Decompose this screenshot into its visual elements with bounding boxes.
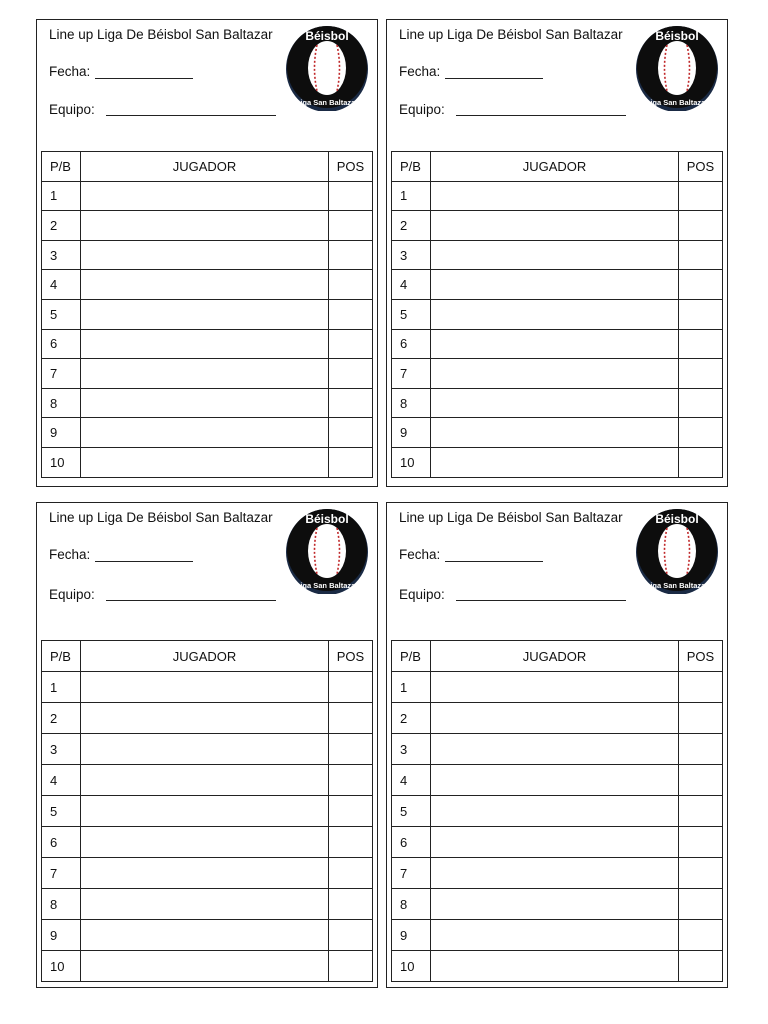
pos-cell[interactable] bbox=[329, 703, 373, 734]
jugador-cell[interactable] bbox=[431, 796, 679, 827]
baseball-logo-icon bbox=[286, 506, 368, 594]
header-pos: POS bbox=[329, 641, 373, 672]
header-pos: POS bbox=[329, 152, 373, 182]
equipo-label: Equipo: bbox=[49, 102, 95, 117]
table-row bbox=[42, 672, 373, 703]
pos-cell[interactable] bbox=[679, 181, 723, 211]
logo-top-text: Béisbol bbox=[305, 29, 349, 43]
pos-cell[interactable] bbox=[329, 359, 373, 389]
logo-top-text: Béisbol bbox=[655, 512, 699, 526]
row-number: 9 bbox=[392, 418, 431, 448]
table-row bbox=[392, 181, 723, 211]
pos-cell[interactable] bbox=[329, 240, 373, 270]
jugador-cell[interactable] bbox=[81, 734, 329, 765]
jugador-cell[interactable] bbox=[81, 765, 329, 796]
table-row bbox=[392, 920, 723, 951]
jugador-cell[interactable] bbox=[81, 270, 329, 300]
table-row bbox=[392, 734, 723, 765]
lineup-card-top-right bbox=[386, 19, 728, 487]
header-jugador: JUGADOR bbox=[431, 152, 679, 182]
table-row bbox=[42, 889, 373, 920]
table-row bbox=[392, 388, 723, 418]
equipo-label: Equipo: bbox=[49, 587, 95, 602]
jugador-cell[interactable] bbox=[81, 447, 329, 477]
row-number: 6 bbox=[392, 827, 431, 858]
table-row bbox=[392, 270, 723, 300]
jugador-cell[interactable] bbox=[81, 796, 329, 827]
header-pos: POS bbox=[679, 641, 723, 672]
table-row bbox=[392, 827, 723, 858]
jugador-cell[interactable] bbox=[431, 703, 679, 734]
baseball-logo-icon bbox=[636, 506, 718, 594]
fecha-blank-line[interactable] bbox=[95, 561, 193, 562]
logo-top-text: Béisbol bbox=[305, 512, 349, 526]
pos-cell[interactable] bbox=[679, 211, 723, 241]
fecha-blank-line[interactable] bbox=[95, 78, 193, 79]
table-row bbox=[42, 181, 373, 211]
table-row bbox=[42, 447, 373, 477]
pos-cell[interactable] bbox=[679, 765, 723, 796]
table-row bbox=[42, 211, 373, 241]
table-row bbox=[392, 765, 723, 796]
equipo-blank-line[interactable] bbox=[106, 115, 276, 116]
pos-cell[interactable] bbox=[329, 920, 373, 951]
jugador-cell[interactable] bbox=[431, 827, 679, 858]
row-number: 7 bbox=[42, 858, 81, 889]
row-number: 8 bbox=[392, 388, 431, 418]
row-number: 7 bbox=[392, 858, 431, 889]
row-number: 5 bbox=[42, 796, 81, 827]
jugador-cell[interactable] bbox=[81, 920, 329, 951]
jugador-cell[interactable] bbox=[431, 920, 679, 951]
table-row bbox=[392, 359, 723, 389]
table-row bbox=[42, 240, 373, 270]
jugador-cell[interactable] bbox=[81, 181, 329, 211]
pos-cell[interactable] bbox=[679, 703, 723, 734]
row-number: 9 bbox=[42, 418, 81, 448]
header-jugador: JUGADOR bbox=[81, 152, 329, 182]
row-number: 3 bbox=[42, 240, 81, 270]
card-title: Line up Liga De Béisbol San Baltazar bbox=[49, 27, 273, 42]
row-number: 10 bbox=[42, 951, 81, 982]
pos-cell[interactable] bbox=[329, 796, 373, 827]
row-number: 2 bbox=[42, 211, 81, 241]
jugador-cell[interactable] bbox=[431, 270, 679, 300]
equipo-label: Equipo: bbox=[399, 102, 445, 117]
pos-cell[interactable] bbox=[679, 672, 723, 703]
jugador-cell[interactable] bbox=[431, 359, 679, 389]
table-row bbox=[42, 951, 373, 982]
row-number: 2 bbox=[392, 211, 431, 241]
row-number: 1 bbox=[392, 181, 431, 211]
jugador-cell[interactable] bbox=[431, 672, 679, 703]
lineup-table bbox=[391, 640, 723, 982]
row-number: 7 bbox=[42, 359, 81, 389]
equipo-blank-line[interactable] bbox=[456, 600, 626, 601]
table-row bbox=[392, 418, 723, 448]
lineup-table bbox=[41, 640, 373, 982]
pos-cell[interactable] bbox=[679, 418, 723, 448]
table-row bbox=[42, 827, 373, 858]
pos-cell[interactable] bbox=[329, 858, 373, 889]
jugador-cell[interactable] bbox=[431, 447, 679, 477]
row-number: 10 bbox=[392, 951, 431, 982]
pos-cell[interactable] bbox=[679, 951, 723, 982]
pos-cell[interactable] bbox=[329, 951, 373, 982]
jugador-cell[interactable] bbox=[81, 359, 329, 389]
lineup-table bbox=[391, 151, 723, 478]
row-number: 8 bbox=[42, 889, 81, 920]
jugador-cell[interactable] bbox=[81, 951, 329, 982]
row-number: 10 bbox=[392, 447, 431, 477]
pos-cell[interactable] bbox=[679, 734, 723, 765]
header-pb: P/B bbox=[392, 641, 431, 672]
jugador-cell[interactable] bbox=[431, 889, 679, 920]
table-row bbox=[392, 796, 723, 827]
pos-cell[interactable] bbox=[329, 329, 373, 359]
row-number: 6 bbox=[42, 329, 81, 359]
table-header-row bbox=[392, 641, 723, 672]
header-pb: P/B bbox=[42, 641, 81, 672]
lineup-table bbox=[41, 151, 373, 478]
pos-cell[interactable] bbox=[329, 299, 373, 329]
header-pb: P/B bbox=[42, 152, 81, 182]
row-number: 9 bbox=[392, 920, 431, 951]
row-number: 1 bbox=[42, 181, 81, 211]
jugador-cell[interactable] bbox=[81, 388, 329, 418]
row-number: 5 bbox=[392, 299, 431, 329]
pos-cell[interactable] bbox=[329, 181, 373, 211]
table-row bbox=[42, 734, 373, 765]
table-row bbox=[42, 703, 373, 734]
row-number: 4 bbox=[42, 765, 81, 796]
table-header-row bbox=[392, 152, 723, 182]
card-title: Line up Liga De Béisbol San Baltazar bbox=[399, 510, 623, 525]
row-number: 5 bbox=[392, 796, 431, 827]
header-pos: POS bbox=[679, 152, 723, 182]
logo-top-text: Béisbol bbox=[655, 29, 699, 43]
fecha-label: Fecha: bbox=[49, 64, 91, 79]
row-number: 5 bbox=[42, 299, 81, 329]
pos-cell[interactable] bbox=[679, 329, 723, 359]
lineup-card-bottom-right bbox=[386, 502, 728, 988]
pos-cell[interactable] bbox=[329, 672, 373, 703]
jugador-cell[interactable] bbox=[431, 858, 679, 889]
baseball-logo-icon bbox=[636, 23, 718, 111]
table-row bbox=[42, 796, 373, 827]
jugador-cell[interactable] bbox=[81, 858, 329, 889]
table-row bbox=[42, 418, 373, 448]
row-number: 8 bbox=[392, 889, 431, 920]
jugador-cell[interactable] bbox=[431, 240, 679, 270]
row-number: 3 bbox=[42, 734, 81, 765]
table-row bbox=[392, 240, 723, 270]
jugador-cell[interactable] bbox=[81, 703, 329, 734]
pos-cell[interactable] bbox=[679, 359, 723, 389]
row-number: 3 bbox=[392, 734, 431, 765]
logo-bottom-text: Liga San Baltazar bbox=[645, 98, 709, 107]
header-pb: P/B bbox=[392, 152, 431, 182]
table-row bbox=[42, 329, 373, 359]
pos-cell[interactable] bbox=[329, 211, 373, 241]
table-header-row bbox=[42, 152, 373, 182]
jugador-cell[interactable] bbox=[431, 388, 679, 418]
lineup-card-bottom-left bbox=[36, 502, 378, 988]
jugador-cell[interactable] bbox=[431, 418, 679, 448]
row-number: 8 bbox=[42, 388, 81, 418]
baseball-logo-icon bbox=[286, 23, 368, 111]
pos-cell[interactable] bbox=[329, 447, 373, 477]
pos-cell[interactable] bbox=[679, 796, 723, 827]
pos-cell[interactable] bbox=[329, 418, 373, 448]
table-row bbox=[392, 672, 723, 703]
lineup-card-top-left bbox=[36, 19, 378, 487]
table-row bbox=[42, 270, 373, 300]
logo-bottom-text: Liga San Baltazar bbox=[295, 98, 359, 107]
jugador-cell[interactable] bbox=[81, 299, 329, 329]
table-row bbox=[42, 388, 373, 418]
jugador-cell[interactable] bbox=[431, 181, 679, 211]
row-number: 6 bbox=[392, 329, 431, 359]
equipo-blank-line[interactable] bbox=[456, 115, 626, 116]
table-row bbox=[392, 889, 723, 920]
jugador-cell[interactable] bbox=[81, 329, 329, 359]
jugador-cell[interactable] bbox=[431, 765, 679, 796]
jugador-cell[interactable] bbox=[81, 240, 329, 270]
fecha-label: Fecha: bbox=[399, 64, 441, 79]
jugador-cell[interactable] bbox=[81, 418, 329, 448]
pos-cell[interactable] bbox=[679, 299, 723, 329]
header-jugador: JUGADOR bbox=[431, 641, 679, 672]
jugador-cell[interactable] bbox=[431, 951, 679, 982]
table-row bbox=[42, 299, 373, 329]
table-row bbox=[392, 951, 723, 982]
table-header-row bbox=[42, 641, 373, 672]
pos-cell[interactable] bbox=[679, 827, 723, 858]
jugador-cell[interactable] bbox=[81, 889, 329, 920]
pos-cell[interactable] bbox=[679, 270, 723, 300]
table-row bbox=[42, 858, 373, 889]
equipo-blank-line[interactable] bbox=[106, 600, 276, 601]
pos-cell[interactable] bbox=[329, 734, 373, 765]
row-number: 10 bbox=[42, 447, 81, 477]
pos-cell[interactable] bbox=[329, 827, 373, 858]
row-number: 3 bbox=[392, 240, 431, 270]
pos-cell[interactable] bbox=[679, 240, 723, 270]
table-row bbox=[42, 765, 373, 796]
jugador-cell[interactable] bbox=[431, 211, 679, 241]
pos-cell[interactable] bbox=[329, 388, 373, 418]
row-number: 4 bbox=[392, 765, 431, 796]
row-number: 9 bbox=[42, 920, 81, 951]
logo-bottom-text: Liga San Baltazar bbox=[645, 581, 709, 590]
logo-bottom-text: Liga San Baltazar bbox=[295, 581, 359, 590]
jugador-cell[interactable] bbox=[431, 299, 679, 329]
row-number: 1 bbox=[392, 672, 431, 703]
row-number: 1 bbox=[42, 672, 81, 703]
pos-cell[interactable] bbox=[329, 270, 373, 300]
pos-cell[interactable] bbox=[329, 765, 373, 796]
row-number: 4 bbox=[392, 270, 431, 300]
table-row bbox=[392, 858, 723, 889]
jugador-cell[interactable] bbox=[431, 329, 679, 359]
row-number: 2 bbox=[392, 703, 431, 734]
row-number: 7 bbox=[392, 359, 431, 389]
pos-cell[interactable] bbox=[329, 889, 373, 920]
pos-cell[interactable] bbox=[679, 920, 723, 951]
equipo-label: Equipo: bbox=[399, 587, 445, 602]
table-row bbox=[392, 211, 723, 241]
card-title: Line up Liga De Béisbol San Baltazar bbox=[399, 27, 623, 42]
fecha-blank-line[interactable] bbox=[445, 561, 543, 562]
jugador-cell[interactable] bbox=[81, 827, 329, 858]
row-number: 2 bbox=[42, 703, 81, 734]
table-row bbox=[392, 299, 723, 329]
jugador-cell[interactable] bbox=[81, 672, 329, 703]
row-number: 4 bbox=[42, 270, 81, 300]
fecha-label: Fecha: bbox=[399, 547, 441, 562]
table-row bbox=[392, 703, 723, 734]
header-jugador: JUGADOR bbox=[81, 641, 329, 672]
table-row bbox=[42, 359, 373, 389]
pos-cell[interactable] bbox=[679, 858, 723, 889]
pos-cell[interactable] bbox=[679, 388, 723, 418]
table-row bbox=[42, 920, 373, 951]
fecha-label: Fecha: bbox=[49, 547, 91, 562]
table-row bbox=[392, 447, 723, 477]
pos-cell[interactable] bbox=[679, 889, 723, 920]
pos-cell[interactable] bbox=[679, 447, 723, 477]
fecha-blank-line[interactable] bbox=[445, 78, 543, 79]
table-row bbox=[392, 329, 723, 359]
card-title: Line up Liga De Béisbol San Baltazar bbox=[49, 510, 273, 525]
row-number: 6 bbox=[42, 827, 81, 858]
jugador-cell[interactable] bbox=[431, 734, 679, 765]
jugador-cell[interactable] bbox=[81, 211, 329, 241]
